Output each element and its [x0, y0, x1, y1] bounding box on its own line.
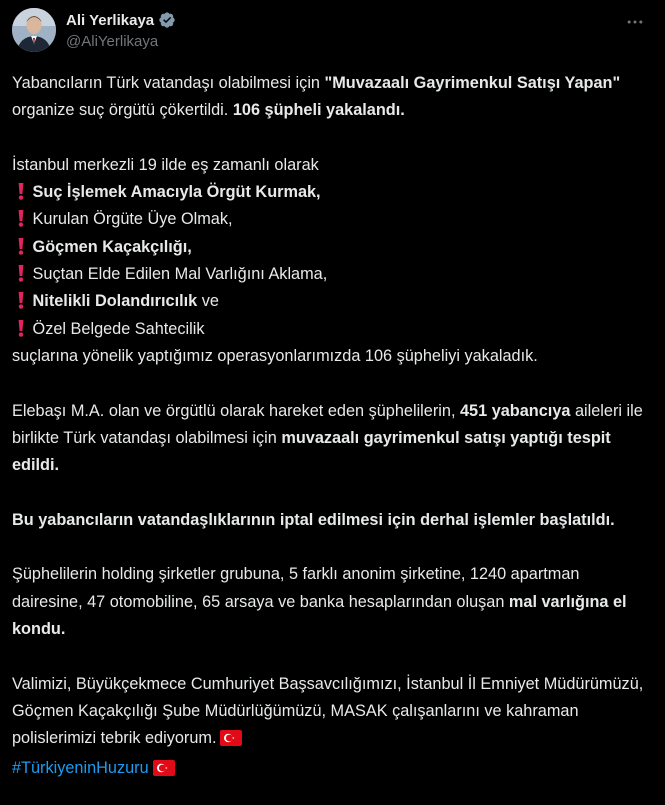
turkey-flag-icon — [220, 728, 242, 755]
paragraph-gap — [12, 534, 645, 561]
avatar-portrait-icon — [12, 8, 56, 52]
crime-item — [12, 288, 645, 315]
crime-text: Kurulan Örgüte Üye Olmak, — [32, 210, 233, 229]
paragraph-gap — [12, 643, 645, 670]
p5-text-a: Şüphelilerin holding şirketler grubuna, 5 farklı anonim şirketine, 1240 apartman dairesine, 47 otomobiline, 65 arsaya ve banka hesaplarından oluşan — [12, 565, 580, 611]
crime-item — [12, 206, 645, 233]
paragraph-gap — [12, 125, 645, 152]
more-options-icon[interactable] — [623, 10, 647, 34]
p1-bold-d: 106 şüpheli yakalandı. — [232, 101, 405, 120]
red-exclamation-icon — [12, 234, 28, 261]
paragraph-5 — [12, 561, 645, 643]
verified-badge-icon — [158, 11, 176, 29]
paragraph-3 — [12, 398, 645, 480]
crime-text: Suç İşlemek Amacıyla Örgüt Kurmak, — [32, 183, 321, 202]
avatar[interactable] — [12, 8, 56, 52]
p5-bold-b: mal varlığına el kondu. — [12, 592, 627, 638]
p3-text-a: Elebaşı M.A. olan ve örgütlü olarak hareket eden şüphelilerin, — [12, 401, 460, 420]
paragraph-6 — [12, 671, 645, 756]
author-handle[interactable]: @AliYerlikaya — [66, 33, 159, 50]
crime-text: Özel Belgede Sahtecilik — [32, 319, 205, 338]
p3-bold-b: 451 yabancıya — [460, 401, 571, 420]
crime-text: Suçtan Elde Edilen Mal Varlığını Aklama, — [32, 265, 328, 284]
red-exclamation-icon — [12, 179, 28, 206]
p4-bold: Bu yabancıların vatandaşlıklarının iptal edilmesi için derhal işlemler başlatıldı. — [12, 510, 615, 529]
turkey-flag-icon — [153, 758, 175, 785]
crime-item — [12, 316, 645, 343]
p1-text-a: Yabancıların Türk vatandaşı olabilmesi için — [12, 74, 325, 92]
paragraph-4 — [12, 507, 645, 534]
p3-text-c: aileleri ile birlikte Türk vatandaşı olabilmesi için — [12, 401, 643, 447]
display-name-row — [66, 10, 176, 30]
paragraph-1 — [12, 70, 645, 125]
crime-list — [12, 179, 645, 343]
crime-text: Nitelikli Dolandırıcılık — [32, 292, 198, 311]
paragraph-gap — [12, 370, 645, 397]
crime-item — [12, 234, 645, 261]
paragraph-2-intro: İstanbul merkezli 19 ilde eş zamanlı olarak — [12, 155, 319, 174]
p1-bold-b: "Muvazaalı Gayrimenkul Satışı Yapan" — [324, 74, 621, 92]
paragraph-2-outro: suçlarına yönelik yaptığımız operasyonlarımızda 106 şüpheliyi yakaladık. — [12, 346, 538, 365]
crime-item — [12, 179, 645, 206]
tweet-header — [12, 8, 649, 58]
author-names — [66, 10, 176, 53]
crime-suffix: ve — [197, 292, 219, 311]
author-display-name[interactable]: Ali Yerlikaya — [66, 11, 155, 29]
hashtag-line — [12, 755, 645, 785]
red-exclamation-icon — [12, 206, 28, 233]
tweet-text — [12, 70, 645, 786]
p6-text: Valimizi, Büyükçekmece Cumhuriyet Başsavcılığımızı, İstanbul İl Emniyet Müdürümüzü, Göçmen Kaçakçılığı Şube Müdürlüğümüzü, MASAK çalışanlarını ve kahraman polislerimizi tebrik ediyorum. — [12, 674, 644, 748]
red-exclamation-icon — [12, 316, 28, 343]
red-exclamation-icon — [12, 288, 28, 315]
p3-bold-d: muvazaalı gayrimenkul satışı yaptığı tespit edildi. — [12, 428, 611, 475]
crime-item — [12, 261, 645, 288]
hashtag-link[interactable]: #TürkiyeninHuzuru — [12, 759, 149, 778]
crime-text: Göçmen Kaçakçılığı, — [32, 237, 192, 256]
paragraph-gap — [12, 479, 645, 506]
p1-text-c: organize suç örgütü çökertildi. — [12, 101, 233, 120]
red-exclamation-icon — [12, 261, 28, 288]
